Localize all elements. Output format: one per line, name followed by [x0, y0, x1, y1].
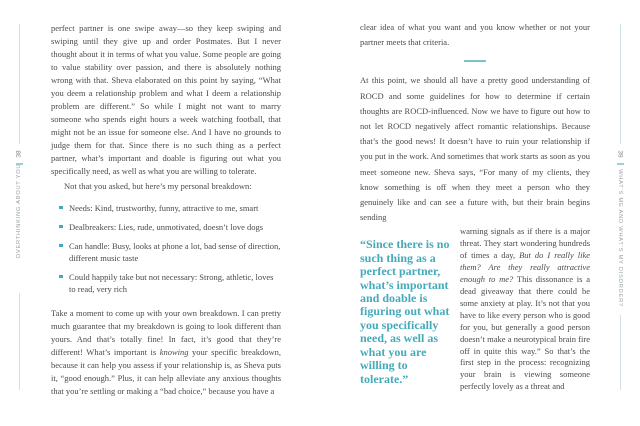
left-chapter-label: OVERTHINKING ABOUT YOU — [16, 163, 22, 259]
list-item-can-handle — [59, 240, 281, 264]
list-item-dealbreakers — [59, 221, 281, 233]
paragraph-wrapped — [460, 226, 590, 393]
breakdown-list — [59, 202, 281, 295]
paragraph-rocd: At this point, we should all have a pretty good understanding of ROCD and some guidelines for how to determine if certain thoughts are ROCD-influenced. Now we have to figure out how to not let ROCD negatively affect romantic relationships. Because that’s the good news! It doesn’t have to ruin your relationship if you put in the work. And sometimes that work starts as soon as you meet someone new. Sheva says, “For many of my clients, they know something is off when they meet a person who they genuinely like and can see a future with, but their brain begins sending — [360, 75, 590, 223]
list-item-text: Needs: Kind, trustworthy, funny, attractive to me, smart — [69, 203, 259, 213]
right-page-number-tick — [617, 163, 624, 165]
quote-and-text-row — [360, 226, 590, 393]
paragraph-text: This dissonance is a dead giveaway that there could be some anxiety at play. It’s not that you have to like every person who is good for you, but generally a good person doesn’t make a neurotypical brain fire off in quite this way.” So that’s the first step in the process: recognizing your brain is viewing someone perfectly lovely as a threat and — [460, 274, 590, 392]
paragraph-text: warning signals as if there is a major threat. They start wondering hundreds of times a day, — [460, 226, 590, 261]
left-margin-rule-bottom — [19, 293, 20, 390]
paragraph-text: your specific breakdown, because it can help you assess if your relationship is, as Sheva puts it, “good enough.” Plus, it can help alleviate any anxious thoughts that you’re settling or making a “bad choice,” because you have a — [51, 347, 281, 396]
pull-quote: “Since there is no such thing as a perfect partner, what’s important and doable is figuring out what you specifically need, as well as what you are willing to tolerate.” — [360, 237, 450, 386]
italic-questions: But do I really like them? Are they really attractive enough to me? — [460, 250, 590, 285]
list-item-needs — [59, 202, 281, 214]
left-margin-rule-top — [19, 24, 20, 144]
right-margin-rule-top — [620, 24, 621, 144]
list-item-text: Could happily take but not necessary: Strong, athletic, loves to read, very rich — [69, 272, 274, 294]
right-margin-rule-bottom — [620, 315, 621, 390]
right-chapter-label: WHAT’S ME AND WHAT’S MY DISORDER? — [617, 169, 623, 307]
section-divider — [464, 60, 486, 62]
paragraph-continued: perfect partner is one swipe away—so they keep swiping and swiping until they give up and order Postmates. But I never thought about it in terms of what you value. Some people are going to value stability over passion, and there is absolutely nothing wrong with that. Sheva elaborated on this point by saying, “What you deem a relationship problem and what I deem a relationship problem are different.” So while I might not want to marry someone who spends eight hours a week watching football, that might not be an issue for someone else. And I have no grounds to judge them for that. Since there is no such thing as a perfect partner, what’s important and doable is figuring out what you specifically need, as well as what you are willing to tolerate. — [51, 23, 281, 176]
paragraph-text: Take a moment to come up with your own breakdown. I can pretty much guarantee that my breakdown is going to look different than yours. And that’s totally fine! In fact, it’s good that they’re different! What’s important is — [51, 308, 281, 357]
bullet-square-icon — [59, 225, 63, 229]
left-page-text-column — [51, 22, 281, 398]
list-item-text: Can handle: Busy, looks at phone a lot, bad sense of direction, different music taste — [69, 241, 281, 263]
bullet-square-icon — [59, 275, 63, 279]
bullet-square-icon — [59, 244, 63, 248]
left-page-number: 38 — [15, 150, 23, 158]
right-page-number: 39 — [616, 150, 624, 158]
paragraph-continued: clear idea of what you want and you know whether or not your partner meets that criteria. — [360, 22, 590, 48]
list-item-text: Dealbreakers: Lies, rude, unmotivated, doesn’t love dogs — [69, 222, 264, 232]
paragraph-breakdown-intro: Not that you asked, but here’s my personal breakdown: — [64, 181, 252, 191]
bullet-square-icon — [59, 206, 63, 210]
paragraph-take-a-moment — [51, 307, 281, 398]
list-item-could-happily-take — [59, 271, 281, 295]
right-page-text-column — [360, 20, 590, 393]
italic-word: knowing — [159, 347, 189, 357]
